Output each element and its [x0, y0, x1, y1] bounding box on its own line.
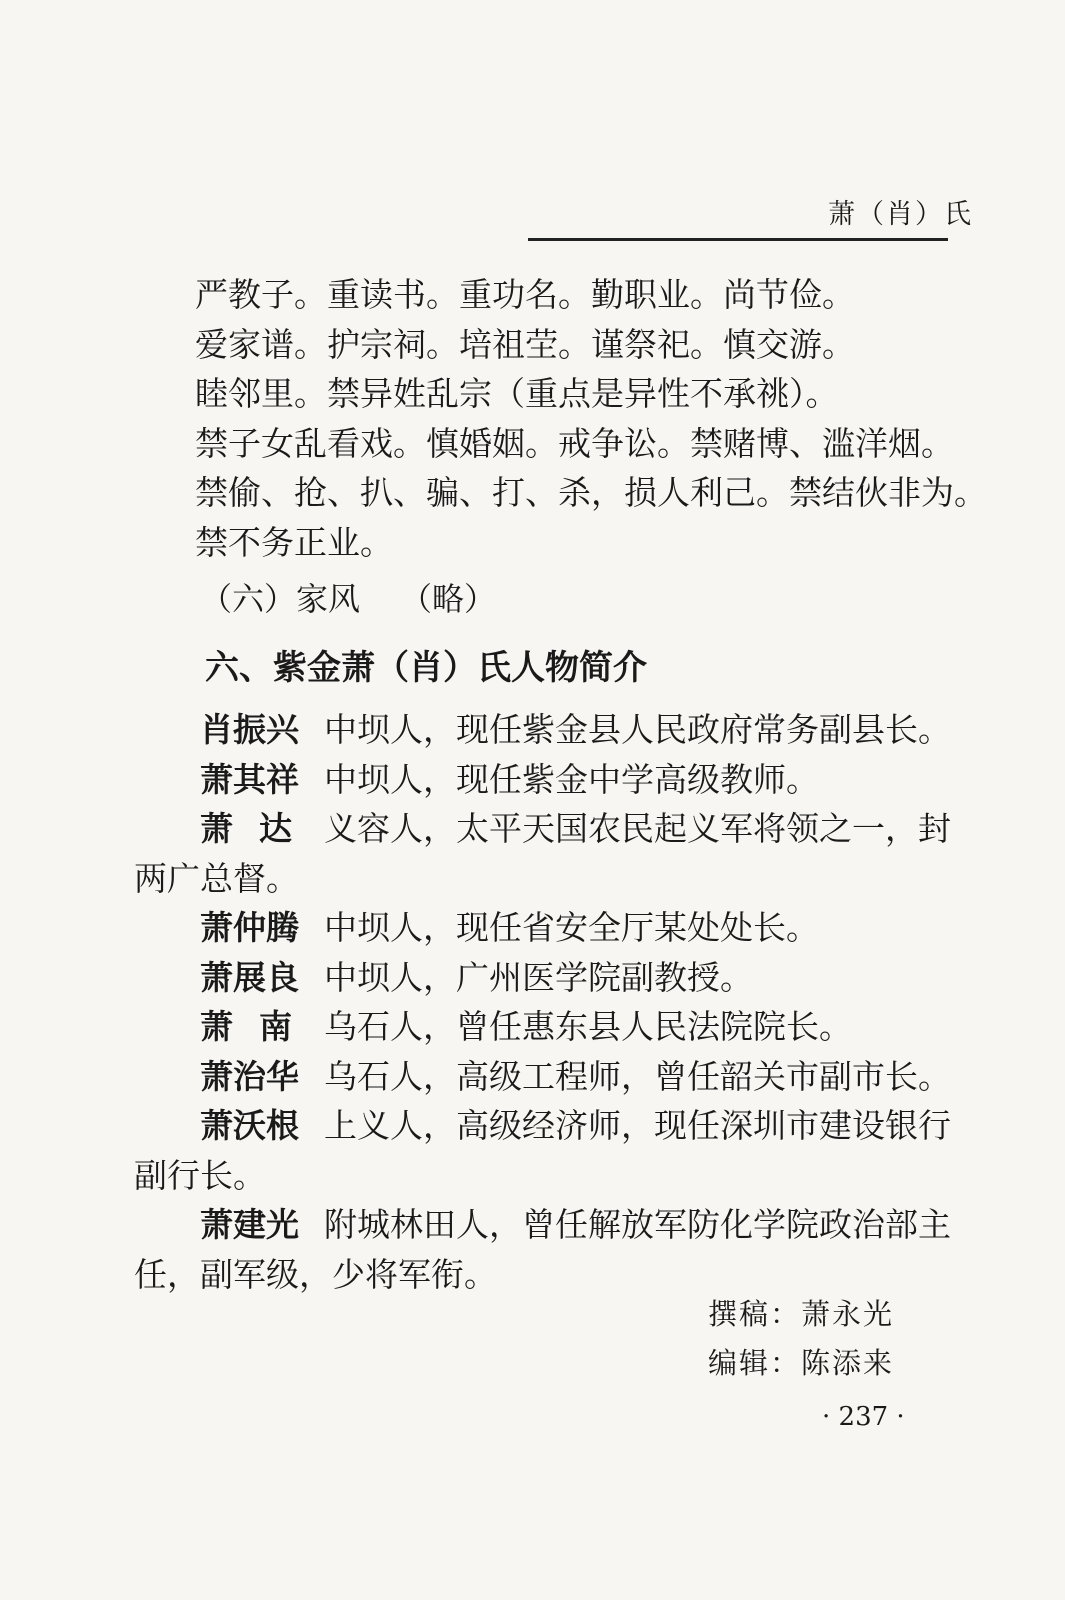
rule-line: 睦邻里。禁异姓乱宗（重点是异性不承祧）。	[195, 374, 839, 413]
person-desc: 乌石人，曾任惠东县人民法院院长。	[324, 1007, 852, 1046]
rule-line: 禁偷、抢、扒、骗、打、杀，损人利己。禁结伙非为。	[195, 473, 987, 512]
person-name: 萧南	[200, 1007, 318, 1046]
rule-line: 禁不务正业。	[195, 522, 393, 562]
person-entry	[134, 1101, 964, 1200]
person-name: 肖振兴	[200, 710, 299, 749]
person-desc: 中坝人，现任省安全厅某处处长。	[324, 908, 819, 947]
subsection-note: （略）	[400, 580, 497, 618]
person-entry	[134, 903, 964, 953]
family-rules	[195, 270, 985, 567]
person-desc: 中坝人，现任紫金县人民政府常务副县长。	[324, 710, 951, 749]
person-desc: 附城林田人，曾任解放军防化学院政治部主任，副军级，少将军衔。	[134, 1205, 951, 1294]
subsection-heading	[200, 574, 496, 620]
person-entry	[134, 705, 964, 755]
person-entry	[134, 755, 964, 805]
header-rule	[528, 238, 948, 241]
page-number: · 237 ·	[822, 1402, 905, 1432]
person-name: 萧其祥	[200, 759, 299, 799]
rule-line: 严教子。重读书。重功名。勤职业。尚节俭。	[195, 275, 855, 314]
credit-editor: 编辑：陈添来	[708, 1346, 895, 1380]
person-entry	[134, 1200, 964, 1299]
people-list	[134, 705, 964, 1299]
person-desc: 义容人，太平天国农民起义军将领之一，封两广总督。	[134, 809, 951, 898]
person-desc: 上义人，高级经济师，现任深圳市建设银行副行长。	[134, 1106, 951, 1195]
person-name: 萧达	[200, 809, 318, 848]
person-name: 萧建光	[200, 1205, 299, 1244]
person-name: 萧治华	[200, 1056, 299, 1096]
person-desc: 乌石人，高级工程师，曾任韶关市副市长。	[324, 1056, 951, 1096]
person-desc: 中坝人，广州医学院副教授。	[324, 957, 753, 997]
person-entry	[134, 804, 964, 903]
section-title: 六、紫金萧（肖）氏人物简介	[205, 648, 647, 688]
person-desc: 中坝人，现任紫金中学高级教师。	[324, 759, 819, 799]
person-name: 萧展良	[200, 957, 299, 997]
person-entry	[134, 953, 964, 1003]
person-name: 萧仲腾	[200, 908, 299, 947]
subsection-label: （六）家风	[200, 580, 361, 618]
person-entry	[134, 1052, 964, 1102]
rule-line: 禁子女乱看戏。慎婚姻。戒争讼。禁赌博、滥洋烟。	[195, 423, 954, 463]
credits	[708, 1290, 894, 1388]
person-entry	[134, 1002, 964, 1052]
person-name: 萧沃根	[200, 1106, 299, 1145]
rule-line: 爱家谱。护宗祠。培祖茔。谨祭祀。慎交游。	[195, 324, 855, 364]
header-title: 萧（肖）氏	[828, 199, 973, 230]
credit-author: 撰稿：萧永光	[708, 1297, 895, 1331]
